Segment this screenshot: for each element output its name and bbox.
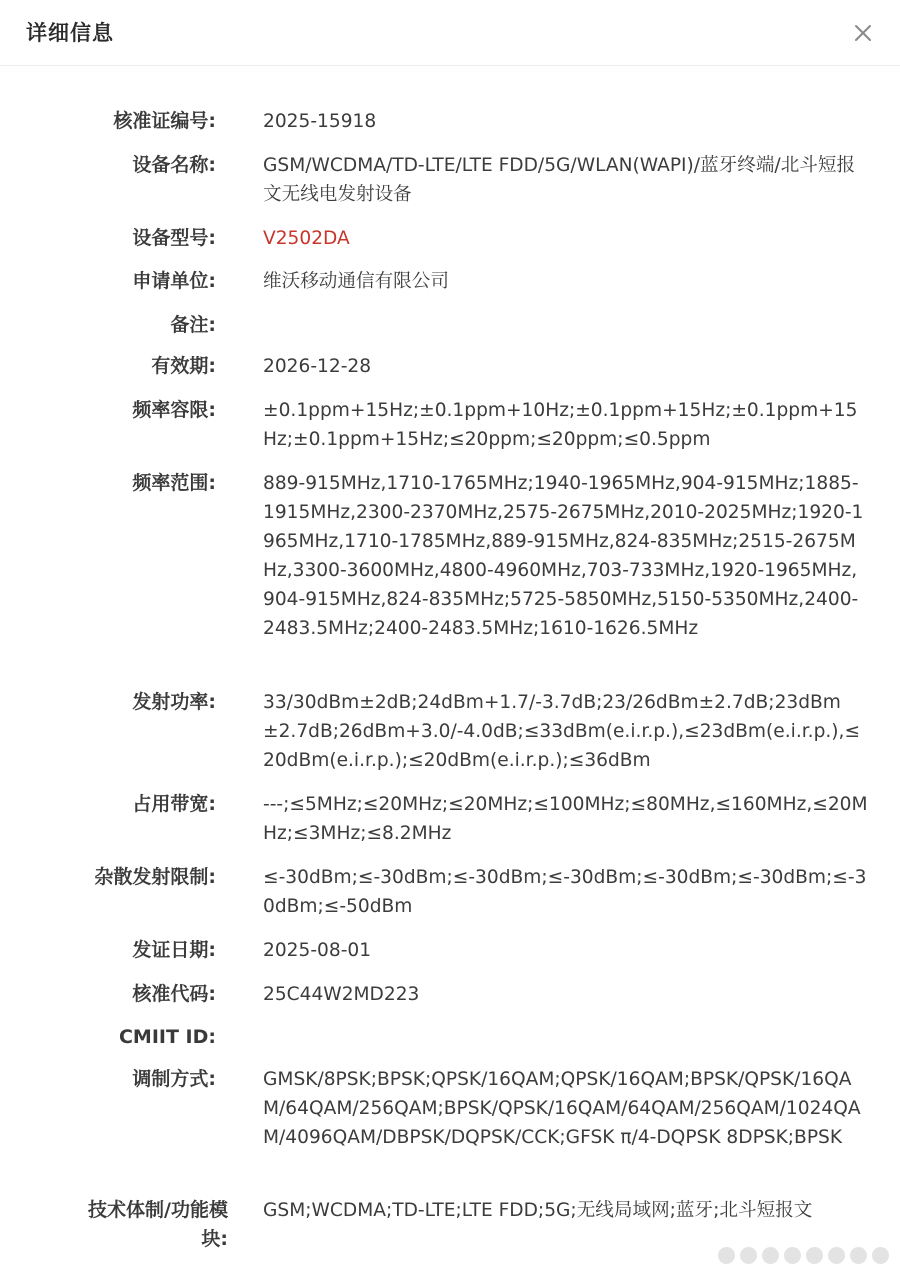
- watermark: [718, 1244, 890, 1266]
- field-label: 申请单位:: [132, 270, 216, 292]
- watermark-dot: [740, 1247, 757, 1264]
- watermark-dot: [784, 1247, 801, 1264]
- watermark-dot: [828, 1247, 845, 1264]
- field-label: 核准代码:: [132, 983, 216, 1005]
- field-label: 设备名称:: [132, 154, 216, 176]
- field-value: 2025-08-01: [263, 940, 372, 961]
- field-label: 核准证编号:: [113, 110, 216, 132]
- field-label: 发证日期:: [132, 939, 216, 961]
- field-value: GMSK/8PSK;BPSK;QPSK/16QAM;QPSK/16QAM;BPSK/QPSK/16QAM/64QAM/256QAM;BPSK/QPSK/16QAM/64QAM/256QAM/1024QAM/4096QAM/DBPSK/DQPSK/CCK;GFSK π/4-DQPSK 8DPSK;BPSK: [263, 1069, 861, 1148]
- field-label: 备注:: [170, 314, 216, 336]
- field-value: ≤-30dBm;≤-30dBm;≤-30dBm;≤-30dBm;≤-30dBm;≤-30dBm;≤-30dBm;≤-50dBm: [263, 867, 867, 917]
- field-value: 维沃移动通信有限公司: [263, 271, 449, 292]
- field-label: 技术体制/功能模块:: [88, 1199, 228, 1250]
- field-label: 占用带宽:: [132, 793, 216, 815]
- watermark-dot: [806, 1247, 823, 1264]
- dialog-header: [0, 0, 900, 66]
- field-label: 设备型号:: [132, 227, 216, 249]
- field-label: 有效期:: [151, 355, 216, 377]
- field-value: 25C44W2MD223: [263, 984, 420, 1005]
- field-value: 33/30dBm±2dB;24dBm+1.7/-3.7dB;23/26dBm±2.7dB;23dBm±2.7dB;26dBm+3.0/-4.0dB;≤33dBm(e.i.r.p.),≤23dBm(e.i.r.p.),≤20dBm(e.i.r.p.);≤20dBm(e.i.r.p.);≤36dBm: [263, 692, 861, 771]
- field-label: 杂散发射限制:: [94, 866, 216, 888]
- field-value: 889-915MHz,1710-1765MHz;1940-1965MHz,904-915MHz;1885-1915MHz,2300-2370MHz,2575-2675MHz,2010-2025MHz;1920-1965MHz,1710-1785MHz,889-915MHz,824-835MHz;2515-2675MHz,3300-3600MHz,4800-4960MHz,703-733MHz,1920-1965MHz,904-915MHz,824-835MHz;5725-5850MHz,5150-5350MHz,2400-2483.5MHz;2400-2483.5MHz;1610-1626.5MHz: [263, 473, 864, 639]
- field-label: 发射功率:: [132, 691, 216, 713]
- field-label: 频率容限:: [132, 399, 216, 421]
- field-label: 频率范围:: [132, 472, 216, 494]
- watermark-dot: [872, 1247, 889, 1264]
- watermark-dot: [718, 1247, 735, 1264]
- close-icon[interactable]: [848, 18, 878, 48]
- field-value: 2025-15918: [263, 111, 377, 132]
- watermark-dot: [850, 1247, 867, 1264]
- dialog-title: 详细信息: [26, 21, 114, 45]
- field-label: CMIIT ID:: [118, 1026, 216, 1048]
- field-value: GSM;WCDMA;TD-LTE;LTE FDD;5G;无线局域网;蓝牙;北斗短报文: [263, 1200, 813, 1221]
- field-value: ---;≤5MHz;≤20MHz;≤20MHz;≤100MHz;≤80MHz,≤160MHz,≤20MHz;≤3MHz;≤8.2MHz: [263, 794, 868, 844]
- field-value: ±0.1ppm+15Hz;±0.1ppm+10Hz;±0.1ppm+15Hz;±0.1ppm+15Hz;±0.1ppm+15Hz;≤20ppm;≤20ppm;≤0.5ppm: [263, 400, 858, 450]
- field-value: GSM/WCDMA/TD-LTE/LTE FDD/5G/WLAN(WAPI)/蓝牙终端/北斗短报文无线电发射设备: [263, 155, 856, 205]
- field-value-highlight: V2502DA: [263, 228, 350, 249]
- field-label: 调制方式:: [132, 1068, 216, 1090]
- watermark-dot: [762, 1247, 779, 1264]
- field-value: 2026-12-28: [263, 356, 372, 377]
